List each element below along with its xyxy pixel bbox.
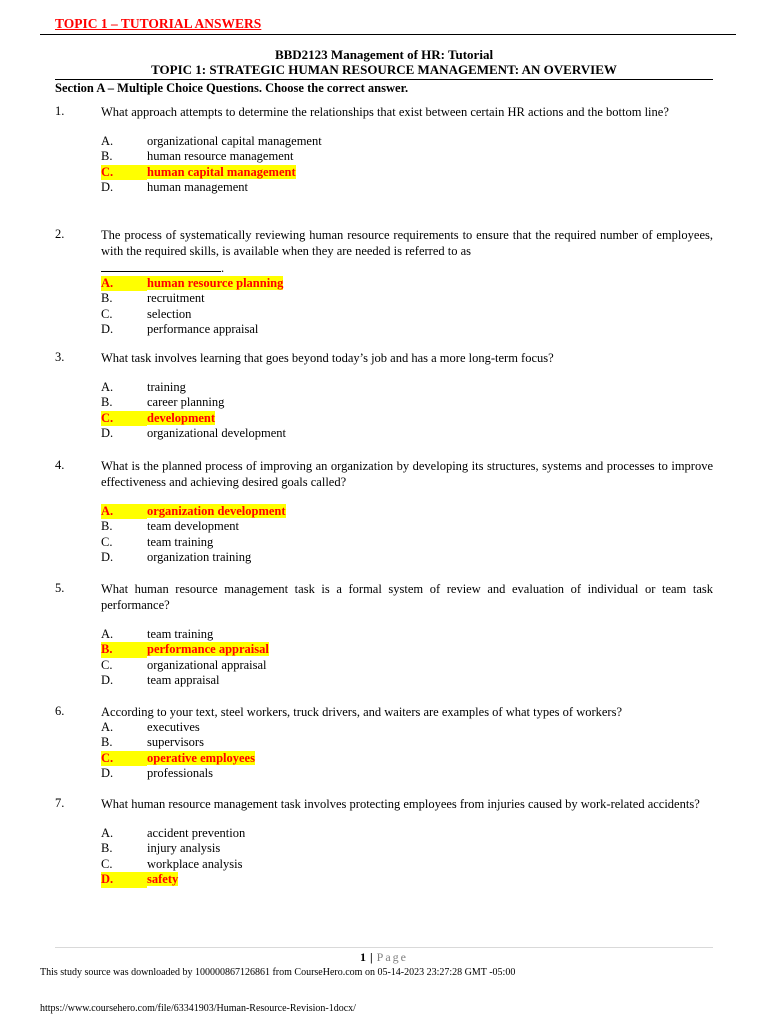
option-a: A. training	[101, 380, 186, 394]
topic-title: TOPIC 1: STRATEGIC HUMAN RESOURCE MANAGEMENT: AN OVERVIEW	[151, 62, 617, 77]
title-divider	[55, 79, 713, 80]
question-text: What human resource management task involves protecting employees from injuries caused by work-related accidents?	[101, 797, 700, 811]
page-number: 1 | Page	[360, 950, 408, 964]
question-6	[55, 704, 713, 782]
option-d-correct: D. safety	[101, 872, 179, 887]
option-d: D. human management	[101, 180, 249, 195]
course-title: BBD2123 Management of HR: Tutorial	[274, 47, 494, 62]
option-d: D. team appraisal	[101, 673, 220, 688]
question-number: 6.	[55, 704, 65, 718]
question-3	[55, 350, 713, 442]
question-7	[55, 796, 713, 888]
section-heading: Section A – Multiple Choice Questions. Choose the correct answer.	[55, 81, 409, 95]
question-number: 2.	[55, 227, 65, 241]
options-list	[101, 720, 713, 782]
question-4	[55, 458, 713, 566]
question-text: What is the planned process of improving an organization by developing its structures, systems and processes to improve effectiveness and achieving desired goals called?	[101, 459, 713, 489]
question-2	[55, 227, 713, 338]
option-a-correct: A. human resource planning	[101, 276, 284, 290]
option-c: C. team training	[101, 534, 214, 549]
question-text: According to your text, steel workers, truck drivers, and waiters are examples of what types of workers?	[101, 705, 623, 719]
option-b-correct: B. performance appraisal	[101, 642, 269, 657]
option-a-correct: A. organization development	[101, 504, 286, 518]
option-c: C. workplace analysis	[101, 856, 243, 871]
option-c: C. selection	[101, 306, 192, 321]
option-a: A. executives	[101, 720, 200, 734]
option-d: D. organizational development	[101, 426, 286, 441]
question-text: What human resource management task is a formal system of review and evaluation of individual or team task performance?	[101, 582, 713, 612]
options-list	[101, 380, 713, 442]
question-5	[55, 581, 713, 689]
options-list	[101, 134, 713, 196]
answer-blank	[101, 259, 221, 272]
option-b: B. injury analysis	[101, 841, 221, 856]
options-list	[101, 276, 713, 338]
question-text: The process of systematically reviewing human resource requirements to ensure that the required number of employees, with the required skills, is available when they are needed is referred to as .	[101, 228, 713, 275]
options-list	[101, 504, 713, 566]
option-b: B. career planning	[101, 395, 225, 410]
option-c-correct: C. human capital management	[101, 164, 296, 179]
option-a: A. accident prevention	[101, 826, 246, 840]
question-number: 7.	[55, 796, 65, 810]
question-number: 5.	[55, 581, 65, 595]
question-text: What task involves learning that goes beyond today’s job and has a more long-term focus?	[101, 351, 554, 365]
question-number: 4.	[55, 458, 65, 472]
question-text: What approach attempts to determine the relationships that exist between certain HR actions and the bottom line?	[101, 105, 669, 119]
topic-header: TOPIC 1 – TUTORIAL ANSWERS	[55, 16, 262, 31]
question-1	[55, 104, 713, 196]
option-d: D. performance appraisal	[101, 322, 259, 337]
source-url[interactable]: https://www.coursehero.com/file/63341903/Human-Resource-Revision-1docx/	[40, 1003, 356, 1014]
header-divider	[40, 34, 736, 35]
option-b: B. recruitment	[101, 291, 205, 306]
download-notice: This study source was downloaded by 100000867126861 from CourseHero.com on 05-14-2023 23:27:28 GMT -05:00	[40, 967, 516, 978]
option-b: B. supervisors	[101, 735, 204, 750]
question-number: 3.	[55, 350, 65, 364]
option-b: B. human resource management	[101, 149, 294, 164]
option-c: C. organizational appraisal	[101, 657, 267, 672]
option-d: D. professionals	[101, 766, 213, 781]
option-c-correct: C. operative employees	[101, 750, 255, 765]
option-b: B. team development	[101, 519, 239, 534]
footer-divider	[55, 947, 713, 948]
option-a: A. team training	[101, 627, 214, 641]
option-d: D. organization training	[101, 550, 252, 565]
question-number: 1.	[55, 104, 65, 118]
options-list	[101, 627, 713, 689]
options-list	[101, 826, 713, 888]
option-c-correct: C. development	[101, 410, 216, 425]
option-a: A. organizational capital management	[101, 134, 322, 148]
